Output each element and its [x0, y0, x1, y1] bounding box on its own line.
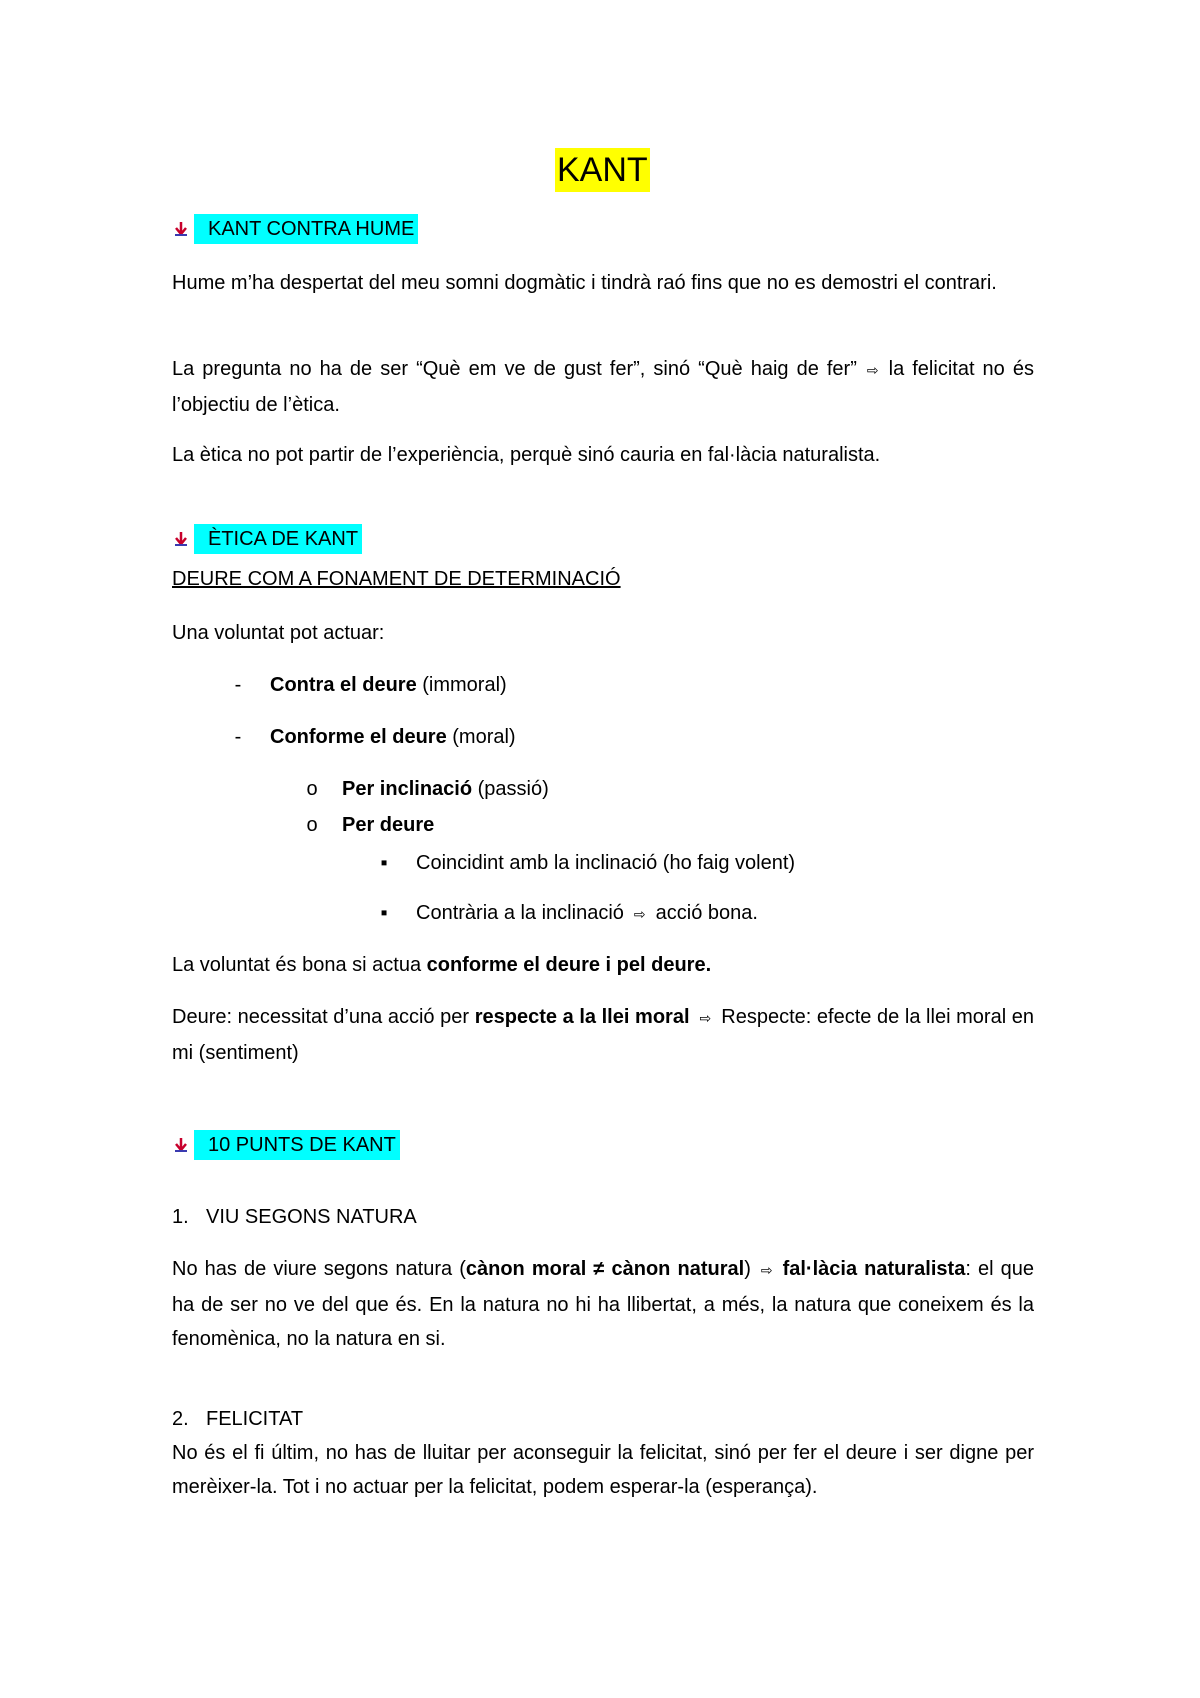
implies-arrow-icon: ⇨	[699, 1011, 712, 1027]
list-item-bold: Per deure	[342, 814, 435, 836]
section-heading-text: ÈTICA DE KANT	[194, 524, 362, 554]
arrow-bullet-icon	[172, 220, 190, 238]
square-bullet: ▪	[380, 902, 388, 924]
arrow-bullet-icon	[172, 530, 190, 548]
section-heading-text: 10 PUNTS DE KANT	[194, 1130, 400, 1160]
point-heading-2	[172, 1404, 304, 1434]
list-item-text: (immoral)	[416, 674, 507, 696]
arrow-bullet-icon	[172, 1136, 190, 1154]
implies-arrow-icon: ⇨	[633, 907, 646, 923]
paragraph-text: la felicitat no és l’objectiu de l’ètica.	[172, 358, 1034, 416]
paragraph-pregunta	[172, 352, 1034, 422]
point-heading-1	[172, 1202, 417, 1232]
implies-arrow-icon: ⇨	[760, 1263, 773, 1279]
list-item-text: Contrària a la inclinació	[416, 902, 624, 924]
paragraph-hume: Hume m’ha despertat del meu somni dogmàtic i tindrà raó fins que no es demostri el contrari.	[172, 272, 997, 294]
paragraph-text: Deure: necessitat d’una acció per	[172, 1006, 475, 1028]
circle-bullet: o	[306, 814, 318, 836]
section-heading-kant-contra-hume	[172, 214, 418, 244]
paragraph-text: : el que ha de ser no ve del que és. En la natura no hi ha llibertat, a més, la natura que coneixem és la fenomènica, no la natura en si.	[172, 1258, 1035, 1350]
paragraph-natura	[172, 1252, 1034, 1356]
paragraph-text: Respecte: efecte de la llei moral en mi (sentiment)	[172, 1006, 1034, 1064]
list-item-text: acció bona.	[655, 902, 758, 924]
point-number: 1.	[172, 1206, 189, 1228]
paragraph-text: La pregunta no ha de ser “Què em ve de gust fer”, sinó “Què haig de fer”	[172, 358, 857, 380]
paragraph-text: No has de viure segons natura (	[172, 1258, 466, 1280]
paragraph-text: La voluntat és bona si actua	[172, 954, 427, 976]
list-item-bold: Contra el deure	[270, 674, 417, 696]
paragraph-deure	[172, 1000, 1034, 1070]
square-bullet: ▪	[380, 852, 388, 874]
document-title: KANT	[555, 148, 650, 192]
circle-bullet: o	[306, 778, 318, 800]
paragraph-text: )	[744, 1258, 751, 1280]
dash-bullet: -	[234, 674, 242, 696]
subheading-deure: DEURE COM A FONAMENT DE DETERMINACIÓ	[172, 568, 621, 590]
list-item-text: (passió)	[472, 778, 549, 800]
paragraph-voluntat	[172, 948, 1034, 982]
paragraph-bold: respecte a la llei moral	[474, 1006, 690, 1028]
section-heading-text: KANT CONTRA HUME	[194, 214, 418, 244]
implies-arrow-icon: ⇨	[866, 363, 879, 379]
section-heading-etica-de-kant	[172, 524, 362, 554]
paragraph-etica-experiencia: La ètica no pot partir de l’experiència, perquè sinó cauria en fal·làcia naturalista.	[172, 444, 881, 466]
dash-bullet: -	[234, 726, 242, 748]
list-item-text: (moral)	[446, 726, 516, 748]
point-title: VIU SEGONS NATURA	[206, 1206, 417, 1228]
list-item-bold: Per inclinació	[342, 778, 473, 800]
list-item-text: Coincidint amb la inclinació (ho faig volent)	[416, 852, 796, 874]
paragraph-felicitat: No és el fi últim, no has de lluitar per aconseguir la felicitat, sinó per fer el deure i ser digne per merèixer-la. Tot i no actuar per la felicitat, podem esperar-la (esperança).	[172, 1442, 1034, 1498]
section-heading-10-punts	[172, 1130, 400, 1160]
paragraph-bold: conforme el deure i pel deure.	[426, 954, 712, 976]
list-item-bold: Conforme el deure	[270, 726, 447, 748]
paragraph-bold: fal·làcia naturalista	[782, 1258, 966, 1280]
point-title: FELICITAT	[206, 1408, 304, 1430]
paragraph-intro: Una voluntat pot actuar:	[172, 622, 385, 644]
paragraph-bold: cànon moral ≠ cànon natural	[465, 1258, 745, 1280]
point-number: 2.	[172, 1408, 189, 1430]
